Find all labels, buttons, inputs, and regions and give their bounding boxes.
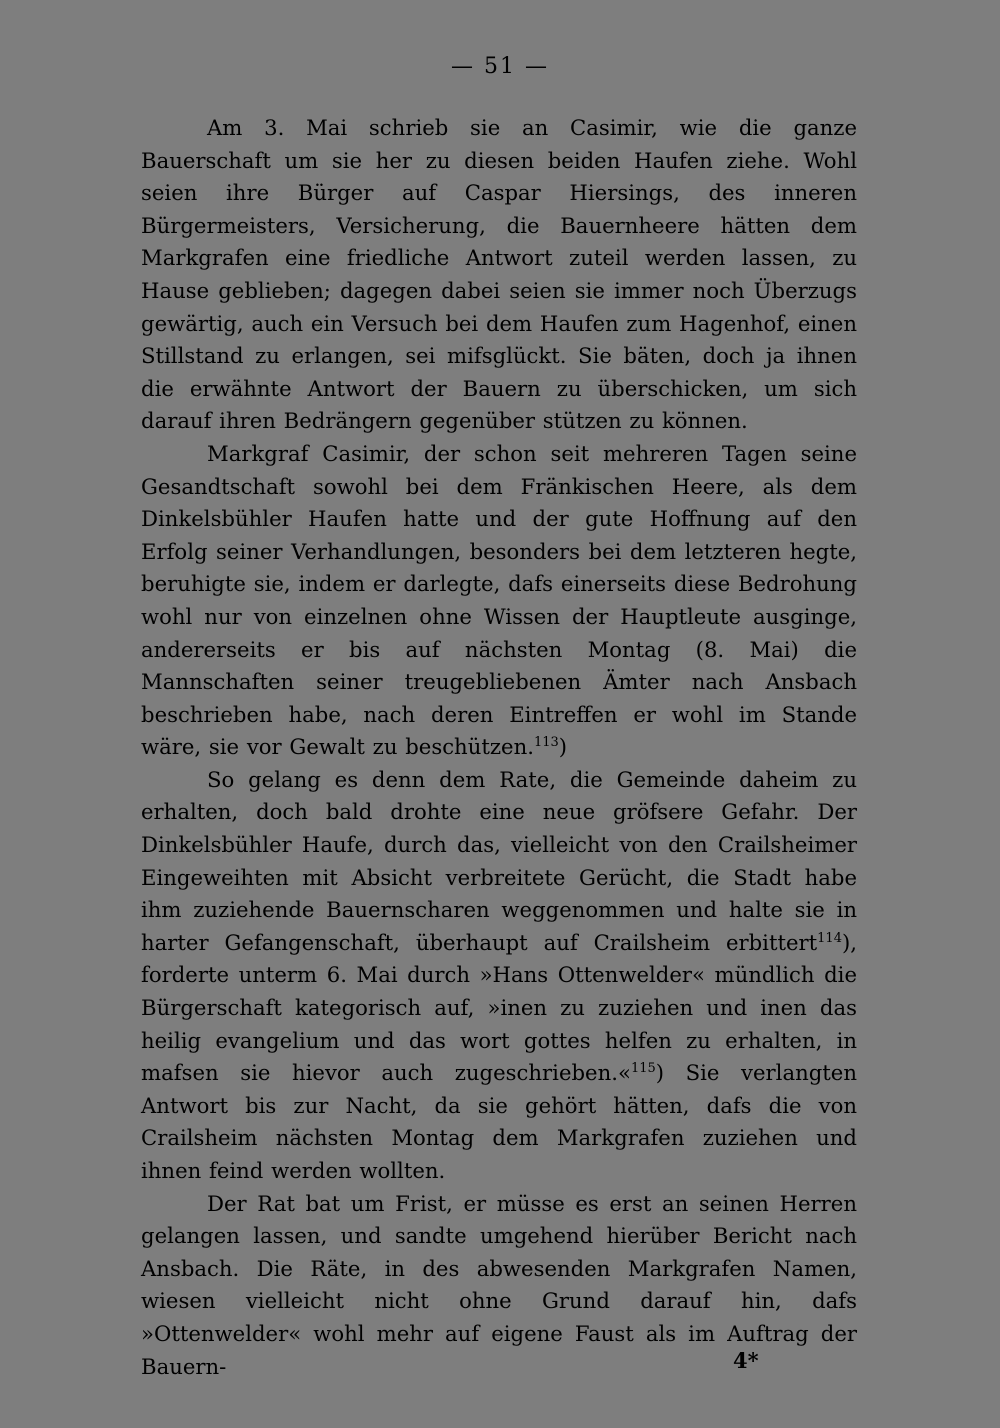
paragraph-3 xyxy=(141,764,857,1188)
footnote-ref-114: 114 xyxy=(817,930,842,946)
paragraph-1 xyxy=(141,112,857,438)
signature-mark: 4* xyxy=(733,1348,759,1373)
paragraph-3-text-b: ), forderte unterm 6. Mai durch »Hans Ottenwelder« mündlich die Bürgerschaft kategorisch auf, »inen zu zuziehen und inen das heilig evangelium und das wort gottes helfen zu erhalten, in mafsen sie hievor auch zugeschrieben.« xyxy=(141,929,857,1086)
paragraph-3-text-a: So gelang es denn dem Rate, die Gemeinde daheim zu erhalten, doch bald drohte eine neue gröfsere Gefahr. Der Dinkelsbühler Haufe, durch das, vielleicht von den Crailsheimer Eingeweihten mit Absicht verbreitete Gerücht, die Stadt habe ihm zuziehende Bauernscharen weggenommen und halte sie in harter Gefangenschaft, überhaupt auf Crailsheim erbittert xyxy=(141,766,857,955)
footnote-ref-113: 113 xyxy=(533,735,559,751)
body-text xyxy=(141,112,857,1383)
paragraph-2 xyxy=(141,438,857,764)
paragraph-3-text-c: ) Sie verlangten Antwort bis zur Nacht, da sie gehört hätten, dafs die von Crailsheim nächsten Montag dem Markgrafen zuziehen und ihnen feind werden wollten. xyxy=(141,1060,857,1183)
footnote-ref-115: 115 xyxy=(630,1061,656,1077)
paragraph-2-tail: ) xyxy=(558,734,568,760)
paragraph-2-text: Markgraf Casimir, der schon seit mehreren Tagen seine Gesandtschaft sowohl bei dem Fränkischen Heere, als dem Dinkelsbühler Haufen hatte und der gute Hoffnung auf den Erfolg seiner Verhandlungen, besonders bei dem letzteren hegte, beruhigte sie, indem er darlegte, dafs einerseits diese Bedrohung wohl nur von einzelnen ohne Wissen der Hauptleute ausginge, andererseits er bis auf nächsten Montag (8. Mai) die Mannschaften seiner treugebliebenen Ämter nach Ansbach beschrieben habe, nach deren Eintreffen er wohl im Stande wäre, sie vor Gewalt zu beschützen. xyxy=(141,440,857,760)
paragraph-4-text: Der Rat bat um Frist, er müsse es erst an seinen Herren gelangen lassen, und sandte umgehend hierüber Bericht nach Ansbach. Die Räte, in des abwesenden Markgrafen Namen, wiesen vielleicht nicht ohne Grund darauf hin, dafs »Ottenwelder« wohl mehr auf eigene Faust als im Auftrag der Bauern- xyxy=(141,1190,857,1379)
page-number-header: — 51 — xyxy=(451,54,549,79)
paragraph-1-text: Am 3. Mai schrieb sie an Casimir, wie die ganze Bauerschaft um sie her zu diesen beiden Haufen ziehe. Wohl seien ihre Bürger auf Caspar Hiersings, des inneren Bürgermeisters, Versicherung, die Bauernheere hätten dem Markgrafen eine friedliche Antwort zuteil werden lassen, zu Hause geblieben; dagegen dabei seien sie immer noch Überzugs gewärtig, auch ein Versuch bei dem Haufen zum Hagenhof, einen Stillstand zu erlangen, sei mifsglückt. Sie bäten, doch ja ihnen die erwähnte Antwort der Bauern zu überschicken, um sich darauf ihren Bedrängern gegenüber stützen zu können. xyxy=(141,115,857,434)
